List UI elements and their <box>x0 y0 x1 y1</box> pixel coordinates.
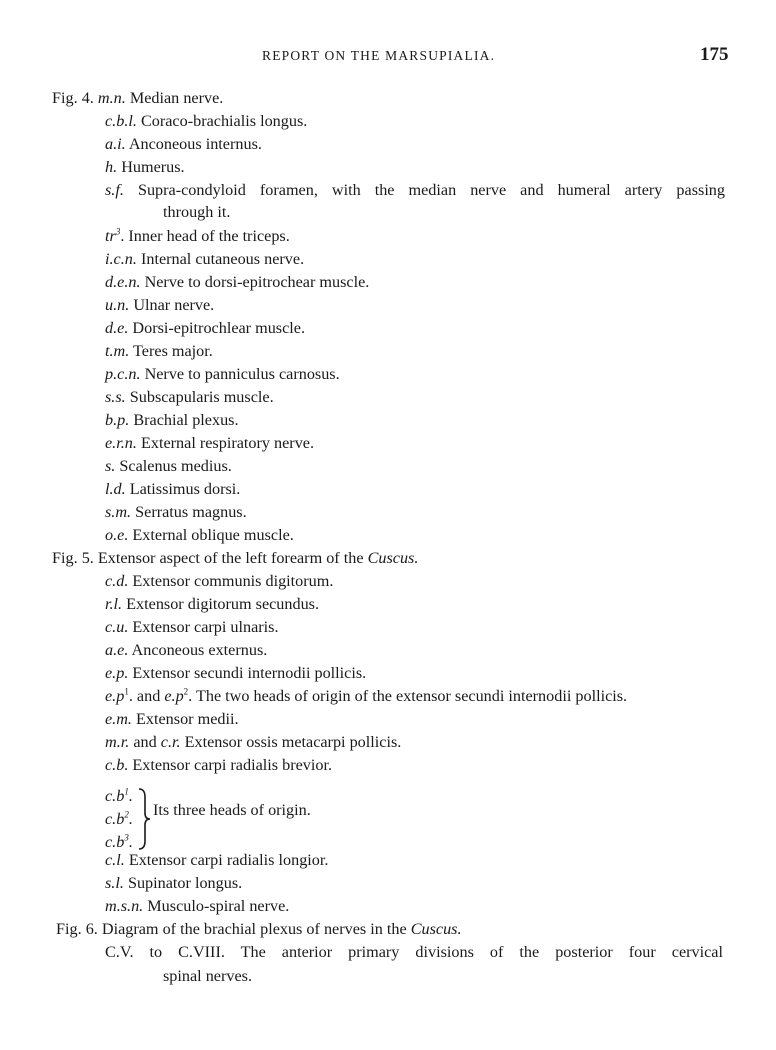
abbr: m.s.n. <box>105 897 144 915</box>
abbr: u.n. <box>105 296 130 314</box>
brace-abbr-stack <box>105 785 133 854</box>
description: Extensor medii. <box>136 710 239 728</box>
legend-entry <box>105 295 214 315</box>
description: Nerve to panniculus carnosus. <box>144 365 340 383</box>
connector: . and <box>128 687 161 705</box>
legend-entry <box>105 134 262 154</box>
abbr: m.r. <box>105 733 130 751</box>
description: Extensor secundi internodii pollicis. <box>132 664 367 682</box>
abbr-dot: . <box>128 787 133 805</box>
abbr: p.c.n. <box>105 365 141 383</box>
abbr: s.l. <box>105 874 124 892</box>
fig4-label: Fig. 4. <box>52 89 94 107</box>
legend-entry <box>105 111 307 131</box>
brace-abbr <box>105 785 133 808</box>
description: Supra-condyloid foramen, with the median nerve and humeral artery passing <box>137 181 725 199</box>
description: Extensor carpi radialis brevior. <box>132 756 332 774</box>
description: Brachial plexus. <box>133 411 239 429</box>
abbr-sup: 1 <box>124 786 129 797</box>
abbr-dot: . <box>128 810 133 828</box>
abbr-sup: 1 <box>124 686 129 697</box>
description: Coraco-brachialis longus. <box>140 112 308 130</box>
caption-text: Extensor aspect of the left forearm of the <box>97 549 364 567</box>
abbr-dot: . <box>128 833 133 851</box>
continuation-line: through it. <box>163 203 231 221</box>
abbr: r.l. <box>105 595 123 613</box>
legend-entry <box>105 318 305 338</box>
abbr-sup: 3 <box>124 832 129 843</box>
description: Median nerve. <box>129 89 224 107</box>
legend-entry-mr <box>105 732 401 752</box>
abbr: c.d. <box>105 572 129 590</box>
abbr-base: c.b <box>105 833 125 851</box>
description: Extensor digitorum secundus. <box>126 595 320 613</box>
description: Teres major. <box>133 342 213 360</box>
abbr: e.r.n. <box>105 434 137 452</box>
abbr: e.p <box>105 687 125 705</box>
abbr: c.l. <box>105 851 125 869</box>
legend-entry <box>105 157 185 177</box>
abbr-sup: 3 <box>115 226 121 237</box>
description: Supinator longus. <box>127 874 243 892</box>
legend-entry <box>105 525 294 545</box>
abbr: s. <box>105 457 116 475</box>
legend-entry <box>105 272 369 292</box>
fig6-caption <box>56 919 462 939</box>
abbr: s.f. <box>105 181 124 199</box>
description: Anconeous internus. <box>128 135 262 153</box>
page-number: 175 <box>700 44 729 65</box>
abbr: a.i. <box>105 135 126 153</box>
abbr: o.e. <box>105 526 129 544</box>
brace-abbr <box>105 808 133 831</box>
abbr: d.e. <box>105 319 129 337</box>
legend-entry <box>105 571 333 591</box>
legend-entry <box>105 180 725 200</box>
running-title: REPORT ON THE MARSUPIALIA. <box>262 48 496 63</box>
description: Extensor communis digitorum. <box>132 572 334 590</box>
fig5-label: Fig. 5. <box>52 549 94 567</box>
caption-text: Diagram of the brachial plexus of nerves in the <box>101 920 407 938</box>
abbr: m.n. <box>97 89 126 107</box>
abbr: c.b.l. <box>105 112 137 130</box>
abbr: d.e.n. <box>105 273 141 291</box>
description: Scalenus medius. <box>119 457 232 475</box>
fig4-line-1 <box>52 88 223 108</box>
description: Anconeous externus. <box>131 641 268 659</box>
abbr: a.e. <box>105 641 129 659</box>
caption-italic: Cuscus. <box>367 549 419 567</box>
page-header <box>0 46 776 70</box>
abbr: e.p. <box>105 664 129 682</box>
brace-text: Its three heads of origin. <box>153 801 311 819</box>
curly-brace-icon <box>137 787 151 851</box>
abbr-base: c.b <box>105 787 125 805</box>
legend-entry <box>105 364 340 384</box>
description: Extensor ossis metacarpi pollicis. <box>184 733 402 751</box>
legend-entry <box>105 249 304 269</box>
abbr-sup: 2 <box>124 809 129 820</box>
description: Latissimus dorsi. <box>129 480 241 498</box>
abbr: l.d. <box>105 480 126 498</box>
legend-entry <box>105 850 328 870</box>
description: Nerve to dorsi-epitrochear muscle. <box>144 273 370 291</box>
description: Extensor carpi radialis longior. <box>128 851 329 869</box>
fig6-label: Fig. 6. <box>56 920 98 938</box>
legend-entry: $tr^3$. Inner head of the triceps. <box>105 226 290 245</box>
description: Humerus. <box>121 158 185 176</box>
abbr: c.b. <box>105 756 129 774</box>
description: External oblique muscle. <box>132 526 294 544</box>
brace-group <box>105 785 405 851</box>
legend-entry <box>105 663 366 683</box>
caption-italic: Cuscus. <box>410 920 462 938</box>
abbr: c.u. <box>105 618 129 636</box>
cv-line: C.V. to C.VIII. The anterior primary divisions of the posterior four cervical <box>105 943 723 961</box>
abbr: b.p. <box>105 411 130 429</box>
legend-entry <box>105 502 247 522</box>
abbr: i.c.n. <box>105 250 137 268</box>
abbr-sup: 2 <box>183 686 189 697</box>
legend-entry <box>105 341 213 361</box>
description: Ulnar nerve. <box>133 296 215 314</box>
legend-entry <box>105 433 314 453</box>
description: Musculo-spiral nerve. <box>147 897 290 915</box>
legend-entry <box>105 456 232 476</box>
legend-entry <box>105 479 240 499</box>
continuation-line: spinal nerves. <box>163 967 253 985</box>
description: Subscapularis muscle. <box>129 388 274 406</box>
description: External respiratory nerve. <box>140 434 315 452</box>
description: Extensor carpi ulnaris. <box>132 618 279 636</box>
abbr: h. <box>105 158 118 176</box>
description: . The two heads of origin of the extensor secundi internodii pollicis. <box>188 687 628 705</box>
legend-entry <box>105 410 239 430</box>
description: Internal cutaneous nerve. <box>140 250 305 268</box>
legend-entry <box>105 387 274 407</box>
legend-entry <box>105 755 332 775</box>
abbr: e.m. <box>105 710 132 728</box>
legend-entry <box>105 873 242 893</box>
abbr: c.r. <box>160 733 181 751</box>
abbr: t.m. <box>105 342 130 360</box>
legend-entry <box>105 896 289 916</box>
fig5-caption <box>52 548 418 568</box>
connector: and <box>133 733 157 751</box>
legend-entry <box>105 709 239 729</box>
abbr: e.p <box>164 687 184 705</box>
description: Inner head of the triceps. <box>128 227 290 245</box>
abbr <box>105 227 120 245</box>
description: Serratus magnus. <box>135 503 247 521</box>
legend-entry-ep <box>105 686 627 706</box>
abbr-base: c.b <box>105 810 125 828</box>
legend-entry <box>105 594 319 614</box>
abbr-base: tr <box>105 227 116 245</box>
abbr: s.s. <box>105 388 126 406</box>
legend-entry <box>105 617 279 637</box>
legend-entry <box>105 640 267 660</box>
description: Dorsi-epitrochlear muscle. <box>132 319 306 337</box>
abbr: s.m. <box>105 503 132 521</box>
